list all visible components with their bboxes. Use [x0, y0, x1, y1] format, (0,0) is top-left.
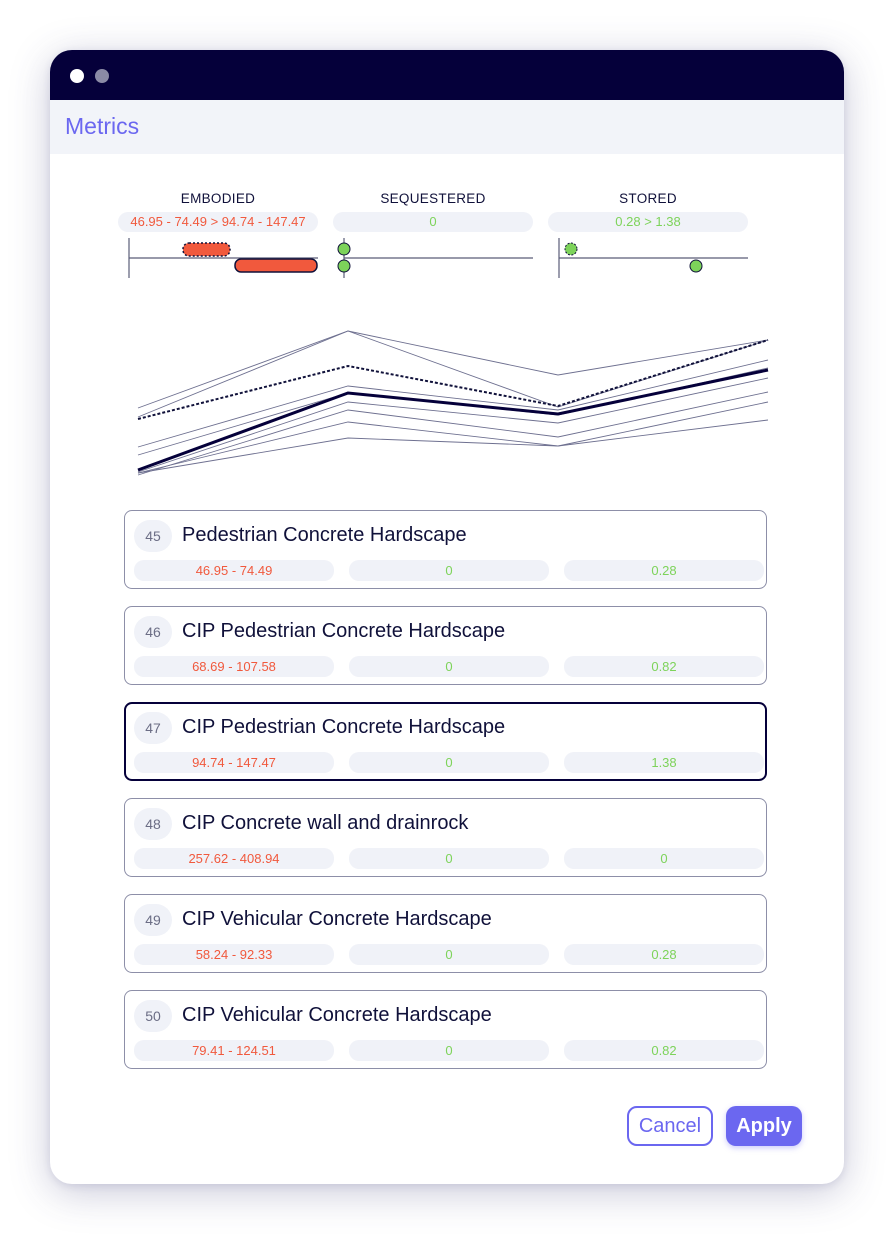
metric-label: SEQUESTERED: [380, 191, 486, 206]
item-name: CIP Vehicular Concrete Hardscape: [182, 908, 492, 930]
sequestered-handle[interactable]: [338, 260, 350, 272]
item-id-badge: 47: [134, 712, 172, 744]
item-name: CIP Pedestrian Concrete Hardscape: [182, 716, 506, 738]
item-embodied-value: 94.74 - 147.47: [134, 752, 334, 773]
item-stored-value: 0.82: [564, 1040, 764, 1061]
metric-label: STORED: [619, 191, 677, 206]
embodied-range-handle[interactable]: [235, 259, 317, 272]
list-item-selected[interactable]: [124, 702, 767, 781]
parallel-line-hovered[interactable]: [138, 340, 768, 419]
list-item[interactable]: [124, 798, 767, 877]
list-item[interactable]: [124, 510, 767, 589]
item-stored-value: 0.28: [564, 944, 764, 965]
list-item[interactable]: [124, 990, 767, 1069]
item-embodied-value: 46.95 - 74.49: [134, 560, 334, 581]
item-name: CIP Pedestrian Concrete Hardscape: [182, 620, 506, 642]
item-embodied-value: 58.24 - 92.33: [134, 944, 334, 965]
item-embodied-value: 68.69 - 107.58: [134, 656, 334, 677]
list-item[interactable]: [124, 606, 767, 685]
item-sequestered-value: 0: [349, 944, 549, 965]
stored-handle-dashed[interactable]: [565, 243, 577, 255]
item-sequestered-value: 0: [349, 656, 549, 677]
item-id-badge: 49: [134, 904, 172, 936]
item-stored-value: 1.38: [564, 752, 764, 773]
parallel-line[interactable]: [138, 420, 768, 473]
cancel-button[interactable]: Cancel: [627, 1106, 713, 1146]
item-stored-value: 0.82: [564, 656, 764, 677]
item-sequestered-value: 0: [349, 560, 549, 581]
item-sequestered-value: 0: [349, 752, 549, 773]
item-name: CIP Concrete wall and drainrock: [182, 812, 469, 834]
metric-range-axes: [50, 50, 844, 290]
item-stored-value: 0.28: [564, 560, 764, 581]
item-id-badge: 45: [134, 520, 172, 552]
item-name: CIP Vehicular Concrete Hardscape: [182, 1004, 492, 1026]
item-id-badge: 46: [134, 616, 172, 648]
parallel-line[interactable]: [138, 378, 768, 472]
item-embodied-value: 79.41 - 124.51: [134, 1040, 334, 1061]
list-item[interactable]: [124, 894, 767, 973]
stored-handle[interactable]: [690, 260, 702, 272]
item-sequestered-value: 0: [349, 1040, 549, 1061]
item-sequestered-value: 0: [349, 848, 549, 869]
item-name: Pedestrian Concrete Hardscape: [182, 524, 467, 546]
metric-range: 0: [333, 212, 533, 232]
metric-range: 46.95 - 74.49 > 94.74 - 147.47: [118, 212, 318, 232]
item-id-badge: 48: [134, 808, 172, 840]
metric-label: EMBODIED: [180, 191, 256, 206]
dialog-title: Metrics: [65, 113, 140, 139]
embodied-range-handle-dashed[interactable]: [183, 243, 230, 256]
item-embodied-value: 257.62 - 408.94: [134, 848, 334, 869]
parallel-coordinates-chart: [50, 320, 844, 490]
sequestered-handle-dashed[interactable]: [338, 243, 350, 255]
metric-range: 0.28 > 1.38: [548, 212, 748, 232]
apply-button[interactable]: Apply: [726, 1106, 802, 1146]
metrics-window: [50, 50, 844, 1184]
item-id-badge: 50: [134, 1000, 172, 1032]
item-stored-value: 0: [564, 848, 764, 869]
